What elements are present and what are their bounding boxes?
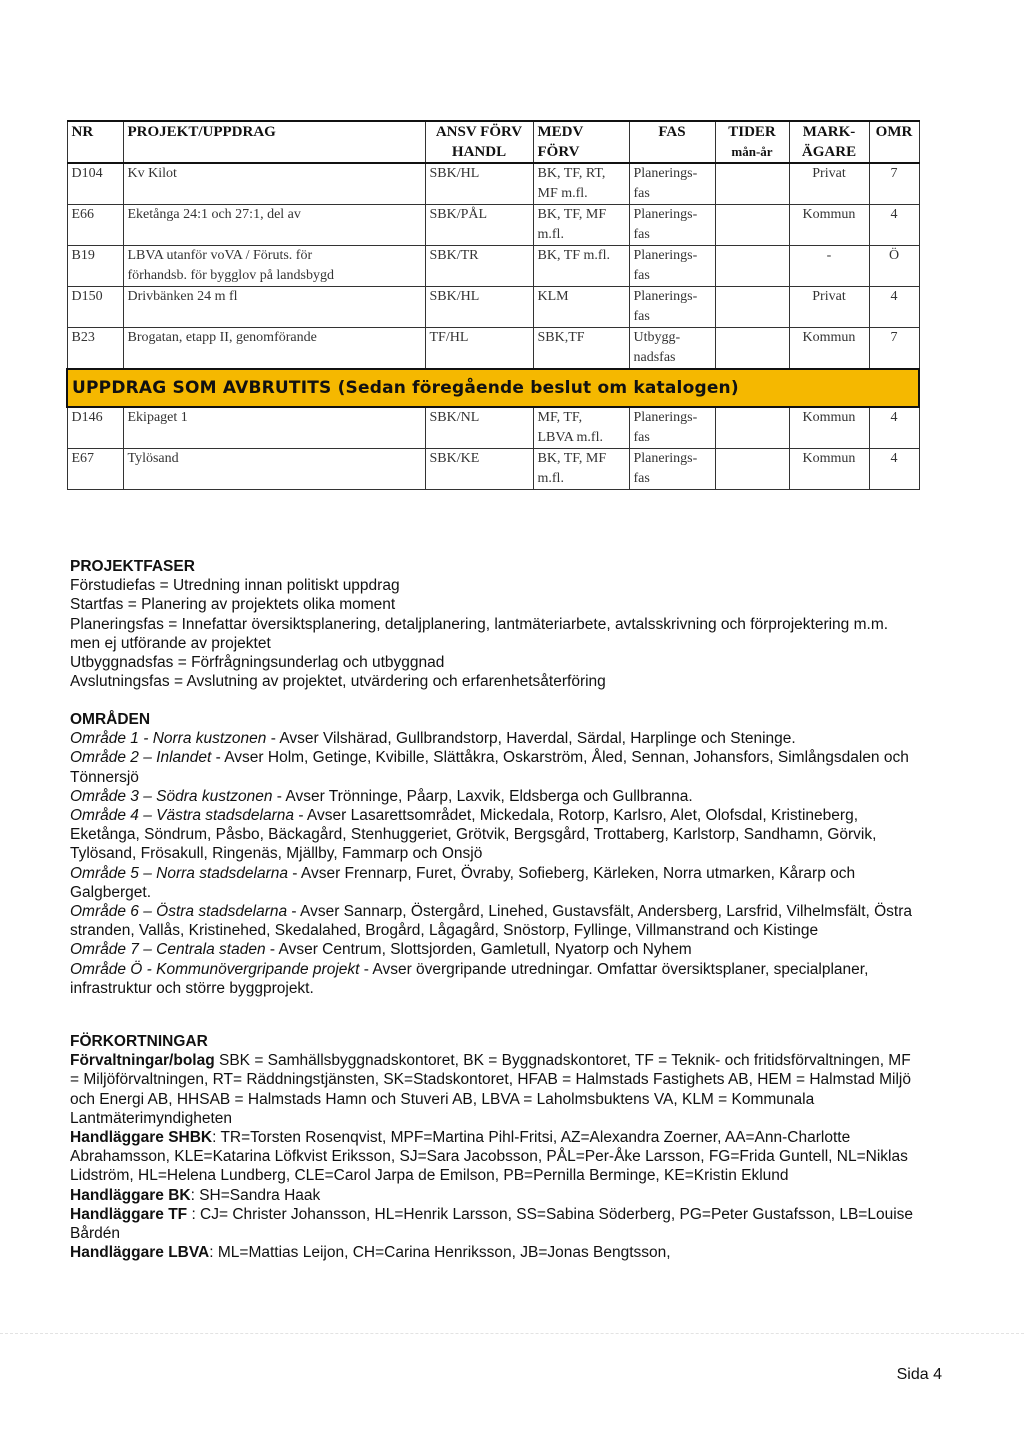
cancelled-banner-row xyxy=(67,369,919,407)
cell-nr: D104 xyxy=(67,163,123,205)
table-row xyxy=(67,246,919,287)
table-row xyxy=(67,328,919,370)
cell-omr: Ö xyxy=(869,246,919,287)
table-row xyxy=(67,449,919,490)
cell-projekt: Kv Kilot xyxy=(123,163,425,205)
forkortningar-heading: FÖRKORTNINGAR xyxy=(70,1033,208,1050)
cell-agare: Kommun xyxy=(789,449,869,490)
cell-tider xyxy=(715,328,789,370)
cell-fas: Planerings- fas xyxy=(629,407,715,449)
cell-projekt: Eketånga 24:1 och 27:1, del av xyxy=(123,205,425,246)
cell-ansv: SBK/NL xyxy=(425,407,533,449)
cell-omr: 4 xyxy=(869,205,919,246)
omrade-item: Område 4 – Västra stadsdelarna - Avser Lasarettsområdet, Mickedala, Rotorp, Karlsro, Alet, Olofsdal, Kristineberg, Eketånga, Söndrum, Påsbo, Bäckagård, Stenhuggeriet, Grötvik, Bergsgård, Trottaberg, Karlstorp, Sandhamn, Görvik, Tylösand, Frösakull, Ringenäs, Mjällby, Fammarp och Onsjö xyxy=(70,807,877,863)
cell-medv: BK, TF, MF m.fl. xyxy=(533,449,629,490)
forkortning-item: Handläggare TF : CJ= Christer Johansson, HL=Henrik Larsson, SS=Sabina Söderberg, PG=Peter Gustafsson, LB=Louise Bårdén xyxy=(70,1205,914,1243)
header-fas: FAS xyxy=(629,121,715,163)
omrade-item: Område 1 - Norra kustzonen - Avser Vilshärad, Gullbrandstorp, Haverdal, Särdal, Harplinge och Steninge. xyxy=(70,730,796,748)
omrade-item: Område 3 – Södra kustzonen - Avser Trönninge, Påarp, Laxvik, Eldsberga och Gullbranna. xyxy=(70,787,693,805)
header-ansv: ANSV FÖRV HANDL xyxy=(425,121,533,163)
cell-fas: Planerings- fas xyxy=(629,246,715,287)
omraden-section xyxy=(70,710,920,998)
cell-tider xyxy=(715,163,789,205)
cell-projekt: Brogatan, etapp II, genomförande xyxy=(123,328,425,370)
cell-projekt: LBVA utanför voVA / Föruts. för förhandsb. för bygglov på landsbygd xyxy=(123,246,425,287)
table-row xyxy=(67,205,919,246)
cell-ansv: SBK/KE xyxy=(425,449,533,490)
cell-ansv: SBK/HL xyxy=(425,163,533,205)
cell-medv: SBK,TF xyxy=(533,328,629,370)
cell-tider xyxy=(715,246,789,287)
cell-nr: D150 xyxy=(67,287,123,328)
cell-ansv: TF/HL xyxy=(425,328,533,370)
cell-fas: Planerings- fas xyxy=(629,205,715,246)
table-row xyxy=(67,163,919,205)
project-catalog-table xyxy=(66,120,920,490)
footer-divider xyxy=(0,1333,1024,1334)
cell-fas: Utbygg- nadsfas xyxy=(629,328,715,370)
cell-ansv: SBK/HL xyxy=(425,287,533,328)
cell-nr: E67 xyxy=(67,449,123,490)
table-row xyxy=(67,407,919,449)
header-omr: OMR xyxy=(869,121,919,163)
cell-agare: Privat xyxy=(789,163,869,205)
omrade-item: Område 7 – Centrala staden - Avser Centrum, Slottsjorden, Gamletull, Nyatorp och Nyhem xyxy=(70,941,692,959)
cell-fas: Planerings- fas xyxy=(629,449,715,490)
header-nr: NR xyxy=(67,121,123,163)
table-header-row xyxy=(67,121,919,163)
cell-agare: Kommun xyxy=(789,205,869,246)
cell-agare: Privat xyxy=(789,287,869,328)
cell-medv: KLM xyxy=(533,287,629,328)
forkortning-item: Handläggare BK: SH=Sandra Haak xyxy=(70,1186,321,1204)
cell-omr: 7 xyxy=(869,163,919,205)
cell-agare: Kommun xyxy=(789,407,869,449)
cell-fas: Planerings- fas xyxy=(629,287,715,328)
cell-fas: Planerings- fas xyxy=(629,163,715,205)
projektfaser-line: Utbyggnadsfas = Förfrågningsunderlag och utbyggnad xyxy=(70,654,445,672)
cell-medv: MF, TF, LBVA m.fl. xyxy=(533,407,629,449)
omrade-item: Område 2 – Inlandet - Avser Holm, Getinge, Kvibille, Slättåkra, Oskarström, Åled, Sennan, Johansfors, Simlångsdalen och Tönnersjö xyxy=(70,749,909,786)
cell-agare: Kommun xyxy=(789,328,869,370)
projektfaser-heading: PROJEKTFASER xyxy=(70,558,195,575)
cell-medv: BK, TF m.fl. xyxy=(533,246,629,287)
cell-ansv: SBK/PÅL xyxy=(425,205,533,246)
cell-medv: BK, TF, MF m.fl. xyxy=(533,205,629,246)
forkortningar-section xyxy=(70,1032,920,1262)
cancelled-banner: UPPDRAG SOM AVBRUTITS (Sedan föregående beslut om katalogen) xyxy=(67,369,919,407)
projektfaser-line: Planeringsfas = Innefattar översiktsplanering, detaljplanering, lantmäteriarbete, avtalsskrivning och förprojektering m.m. men ej utförande av projektet xyxy=(70,615,889,652)
cell-projekt: Drivbänken 24 m fl xyxy=(123,287,425,328)
forkortning-item: Handläggare LBVA: ML=Mattias Leijon, CH=Carina Henriksson, JB=Jonas Bengtsson, xyxy=(70,1244,671,1262)
table-row xyxy=(67,287,919,328)
cell-tider xyxy=(715,407,789,449)
projektfaser-section xyxy=(70,557,920,691)
cell-tider xyxy=(715,287,789,328)
cell-nr: B19 xyxy=(67,246,123,287)
cell-ansv: SBK/TR xyxy=(425,246,533,287)
projektfaser-line: Startfas = Planering av projektets olika moment xyxy=(70,596,396,614)
header-tider: TIDER mån-år xyxy=(715,121,789,163)
omrade-item: Område Ö - Kommunövergripande projekt - Avser övergripande utredningar. Omfattar översiktsplaner, specialplaner, infrastruktur och större byggprojekt. xyxy=(70,960,869,997)
cell-omr: 4 xyxy=(869,449,919,490)
projektfaser-line: Avslutningsfas = Avslutning av projektet, utvärdering och erfarenhetsåterföring xyxy=(70,673,606,691)
omrade-item: Område 6 – Östra stadsdelarna - Avser Sannarp, Östergård, Linehed, Gustavsfält, Andersberg, Larsfrid, Vilhelmsfält, Östra stranden, Vallås, Kristinehed, Skedalahed, Brogård, Lågagård, Snöstorp, Fyllinge, Villmanstrand och Kistinge xyxy=(70,903,913,940)
cell-nr: B23 xyxy=(67,328,123,370)
header-projekt: PROJEKT/UPPDRAG xyxy=(123,121,425,163)
cell-projekt: Tylösand xyxy=(123,449,425,490)
cell-tider xyxy=(715,449,789,490)
cell-nr: E66 xyxy=(67,205,123,246)
page-number: Sida 4 xyxy=(896,1366,942,1383)
forkortning-item: Handläggare SHBK: TR=Torsten Rosenqvist, MPF=Martina Pihl-Fritsi, AZ=Alexandra Zoerner, AA=Ann-Charlotte Abrahamsson, KLE=Katarina Löfkvist Eriksson, SJ=Sara Jacobsson, PÅL=Per-Åke Larsson, FG=Frida Guntell, NL=Niklas Lidström, HL=Helena Lundberg, CLE=Carol Jarpa de Emilson, PB=Pernilla Berminge, KE=Kristin Eklund xyxy=(70,1129,908,1185)
cell-medv: BK, TF, RT, MF m.fl. xyxy=(533,163,629,205)
cell-omr: 4 xyxy=(869,407,919,449)
cell-agare: - xyxy=(789,246,869,287)
cell-omr: 4 xyxy=(869,287,919,328)
header-medv: MEDV FÖRV xyxy=(533,121,629,163)
omraden-heading: OMRÅDEN xyxy=(70,711,151,728)
forkortning-item: Förvaltningar/bolag SBK = Samhällsbyggnadskontoret, BK = Byggnadskontoret, TF = Teknik- och fritidsförvaltningen, MF = Miljöförvaltningen, RT= Räddningstjänsten, SK=Stadskontoret, HFAB = Halmstads Fastighets AB, HEM = Halmstad Miljö och Energi AB, HHSAB = Halmstads Hamn och Stuveri AB, LBVA = Laholmsbuktens VA, KLM = Kommunala Lantmäterimyndigheten xyxy=(70,1052,911,1127)
header-markagare: MARK- ÄGARE xyxy=(789,121,869,163)
cell-nr: D146 xyxy=(67,407,123,449)
projektfaser-line: Förstudiefas = Utredning innan politiskt uppdrag xyxy=(70,577,400,595)
cell-omr: 7 xyxy=(869,328,919,370)
cell-projekt: Ekipaget 1 xyxy=(123,407,425,449)
omrade-item: Område 5 – Norra stadsdelarna - Avser Frennarp, Furet, Övraby, Sofieberg, Kärleken, Norra utmarken, Kårarp och Galgberget. xyxy=(70,864,856,901)
cell-tider xyxy=(715,205,789,246)
